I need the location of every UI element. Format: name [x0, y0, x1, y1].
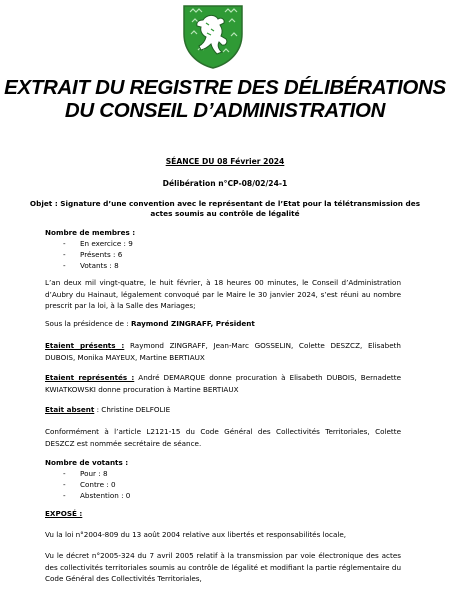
list-item: - Contre : 0 — [63, 479, 130, 490]
intro-paragraph: L’an deux mil vingt-quatre, le huit février, à 18 heures 00 minutes, le Conseil d’Administration d’Aubry du Hainaut, légalement convoqué par le Maire le 30 janvier 2024, s’est réuni au nombre prescrit par la loi, à la Salle des Mariages; — [45, 278, 401, 310]
presidence-line — [45, 318, 401, 330]
president-name: Raymond ZINGRAFF, Président — [130, 319, 255, 328]
seance-date: SÉANCE DU 08 Février 2024 — [165, 157, 285, 166]
membres-heading: Nombre de membres : — [45, 228, 136, 237]
presents-text: Raymond ZINGRAFF, Jean-Marc GOSSELIN, Colette DESZCZ, Elisabeth DUBOIS, Monika MAYEUX, Martine BERTIAUX — [45, 341, 401, 362]
deliberation-number: Délibération n°CP-08/02/24-1 — [162, 179, 288, 188]
list-item: - En exercice : 9 — [63, 238, 133, 249]
list-item: - Abstention : 0 — [63, 490, 130, 501]
presidence-prefix: Sous la présidence de : — [45, 319, 131, 328]
list-item: - Votants : 8 — [63, 260, 133, 271]
absent-text: : Christine DELFOLIE — [94, 405, 171, 414]
coat-of-arms-icon — [181, 4, 245, 70]
absent-line — [45, 404, 401, 416]
presents-label: Etaient présents : — [45, 341, 125, 350]
objet-line2: actes soumis au contrôle de légalité — [150, 209, 300, 218]
votants-heading: Nombre de votants : — [45, 458, 129, 467]
representes-label: Etaient représentés : — [45, 373, 135, 382]
representes-text: André DEMARQUE donne procuration à Elisabeth DUBOIS, Bernadette KWIATKOWSKI donne procuration à Martine BERTIAUX — [45, 373, 401, 394]
vu-loi-paragraph: Vu la loi n°2004-809 du 13 août 2004 relative aux libertés et responsabilités locale, — [45, 530, 347, 539]
representes-paragraph — [45, 372, 401, 395]
membres-list — [63, 238, 133, 271]
absent-label: Etait absent — [45, 405, 95, 414]
vu-decret-paragraph: Vu le décret n°2005-324 du 7 avril 2005 relatif à la transmission par voie électronique des actes des collectivités territoriales soumis au contrôle de légalité et modifiant la partie réglementaire du Code Général des Collectivités Territoriales, — [45, 551, 401, 583]
presents-paragraph — [45, 340, 401, 363]
secretaire-paragraph: Conformément à l’article L2121-15 du Code Général des Collectivités Territoriales, Colette DESZCZ est nommée secrétaire de séance. — [45, 427, 401, 448]
list-item: - Présents : 6 — [63, 249, 133, 260]
objet-line1: Objet : Signature d’une convention avec le représentant de l’Etat pour la télétransmission des — [29, 199, 421, 208]
list-item: - Pour : 8 — [63, 468, 130, 479]
votants-list — [63, 468, 130, 501]
document-title-line1: EXTRAIT DU REGISTRE DES DÉLIBÉRATIONS — [4, 76, 446, 99]
expose-heading: EXPOSÉ : — [45, 509, 83, 518]
document-title-line2: DU CONSEIL D’ADMINISTRATION — [64, 99, 386, 122]
